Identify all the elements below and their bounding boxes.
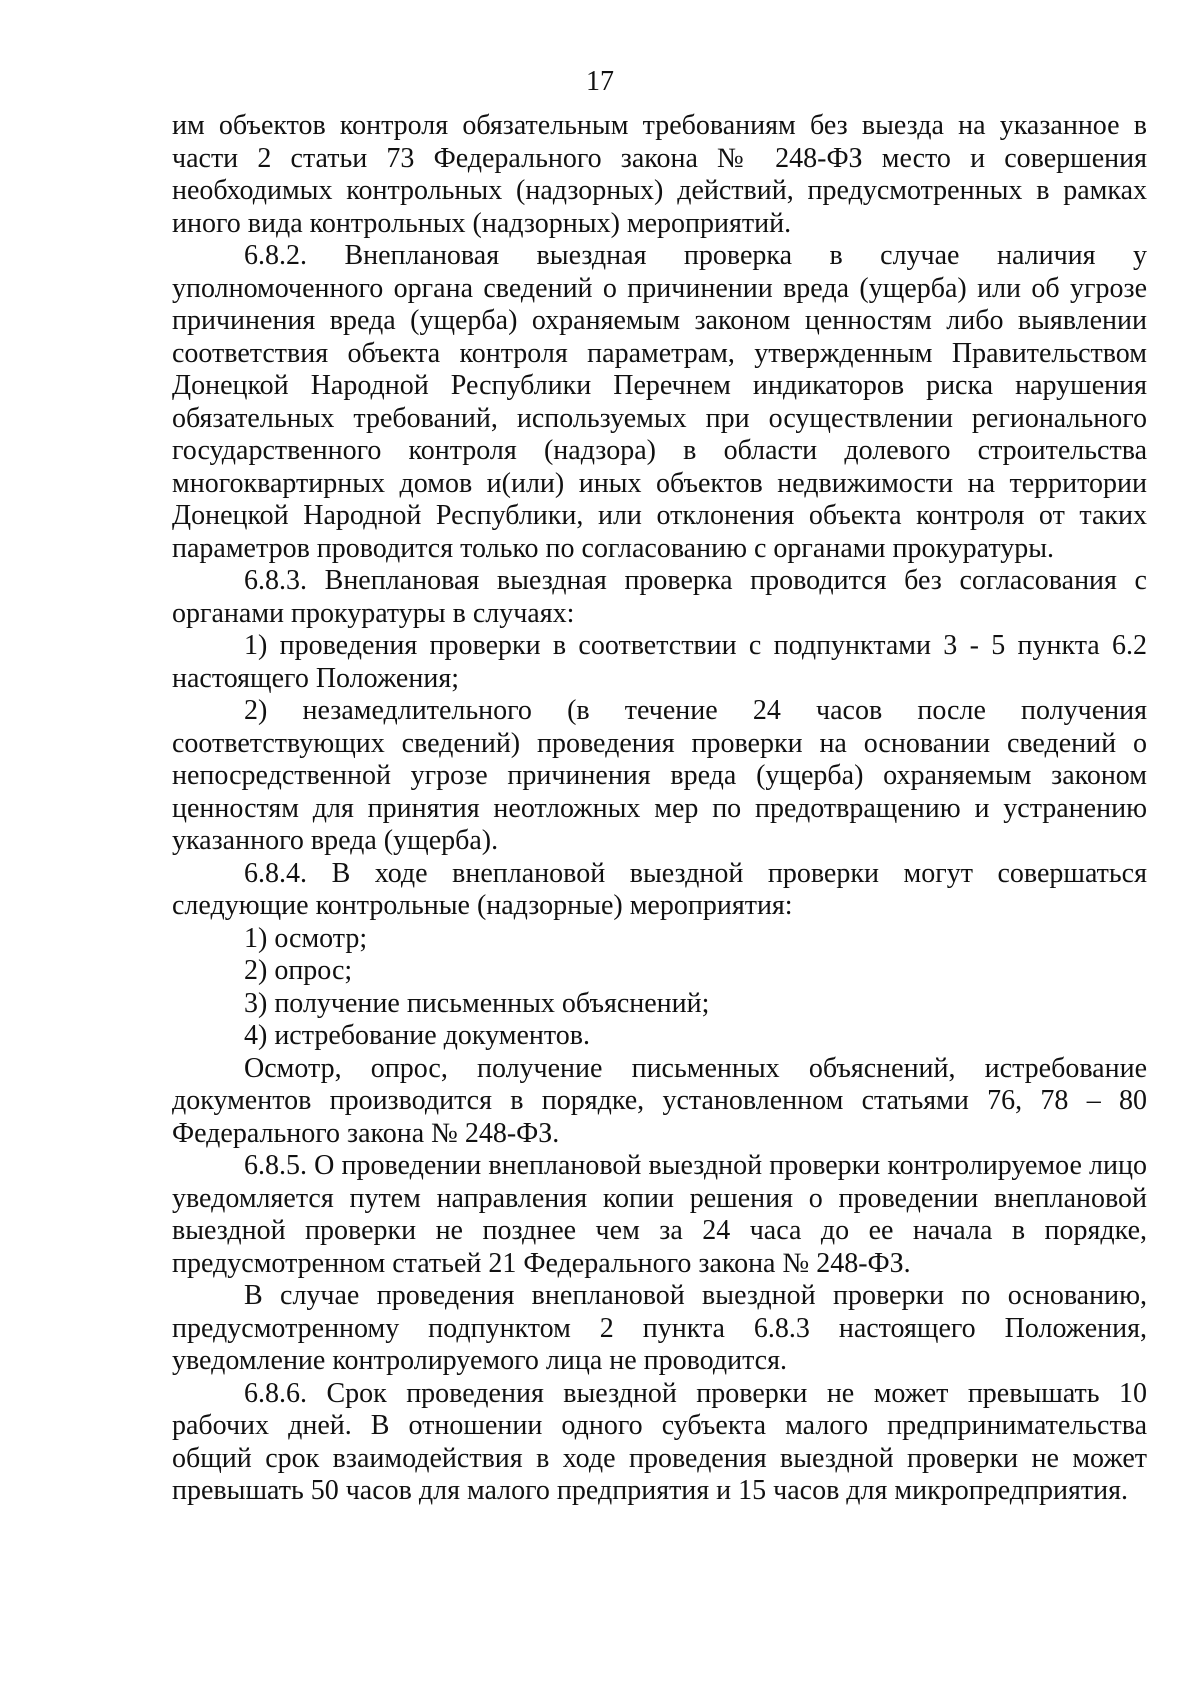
paragraph-continuation: им объектов контроля обязательным требованиям без выезда на указанное в части 2 статьи 73 Федерального закона № 248-ФЗ место и совершения необходимых контрольных (надзорных) действий, предусмотренных в рамках иного вида контрольных (надзорных) мероприятий. (172, 110, 1147, 239)
paragraph-6-8-6: 6.8.6. Срок проведения выездной проверки не может превышать 10 рабочих дней. В отношении одного субъекта малого предпринимательства общий срок взаимодействия в ходе проведения выездной проверки не может превышать 50 часов для малого предприятия и 15 часов для микропредприятия. (172, 1377, 1147, 1506)
paragraph-6-8-2: 6.8.2. Внеплановая выездная проверка в случае наличия у уполномоченного органа сведений о причинении вреда (ущерба) или об угрозе причинения вреда (ущерба) охраняемым законом ценностям либо выявлении соответствия объекта контроля параметрам, утвержденным Правительством Донецкой Народной Республики Перечнем индикаторов риска нарушения обязательных требований, используемых при осуществлении регионального государственного контроля (надзора) в области долевого строительства многоквартирных домов и(или) иных объектов недвижимости на территории Донецкой Народной Республики, или отклонения объекта контроля от таких параметров проводится только по согласованию с органами прокуратуры. (172, 240, 1147, 564)
paragraph-notification-exception: В случае проведения внеплановой выездной проверки по основанию, предусмотренному подпунктом 2 пункта 6.8.3 настоящего Положения, уведомление контролируемого лица не проводится. (172, 1280, 1147, 1376)
paragraph-6-8-3: 6.8.3. Внеплановая выездная проверка проводится без согласования с органами прокуратуры в случаях: (172, 565, 1147, 629)
list-item-6-8-4-4: 4) истребование документов. (244, 1020, 590, 1051)
list-item-6-8-3-1: 1) проведения проверки в соответствии с подпунктами 3 - 5 пункта 6.2 настоящего Положения; (172, 630, 1147, 694)
paragraph-6-8-4: 6.8.4. В ходе внеплановой выездной проверки могут совершаться следующие контрольные (надзорные) мероприятия: (172, 857, 1147, 921)
paragraph-6-8-5: 6.8.5. О проведении внеплановой выездной проверки контролируемое лицо уведомляется путем направления копии решения о проведении внеплановой выездной проверки не позднее чем за 24 часа до ее начала в порядке, предусмотренном статьей 21 Федерального закона № 248-ФЗ. (172, 1150, 1147, 1279)
page-number: 17 (586, 66, 614, 97)
list-item-6-8-4-1: 1) осмотр; (244, 922, 368, 954)
document-body (172, 110, 1147, 1508)
paragraph-inspection-procedure: Осмотр, опрос, получение письменных объяснений, истребование документов производится в порядке, установленном статьями 76, 78 – 80 Федерального закона № 248-ФЗ. (172, 1052, 1147, 1149)
list-item-6-8-3-2: 2) незамедлительного (в течение 24 часов после получения соответствующих сведений) проведения проверки на основании сведений о непосредственной угрозе причинения вреда (ущерба) охраняемым законом ценностям для принятия неотложных мер по предотвращению и устранению указанного вреда (ущерба). (172, 695, 1147, 856)
list-item-6-8-4-2: 2) опрос; (244, 955, 353, 986)
list-item-6-8-4-3: 3) получение письменных объяснений; (244, 987, 710, 1019)
